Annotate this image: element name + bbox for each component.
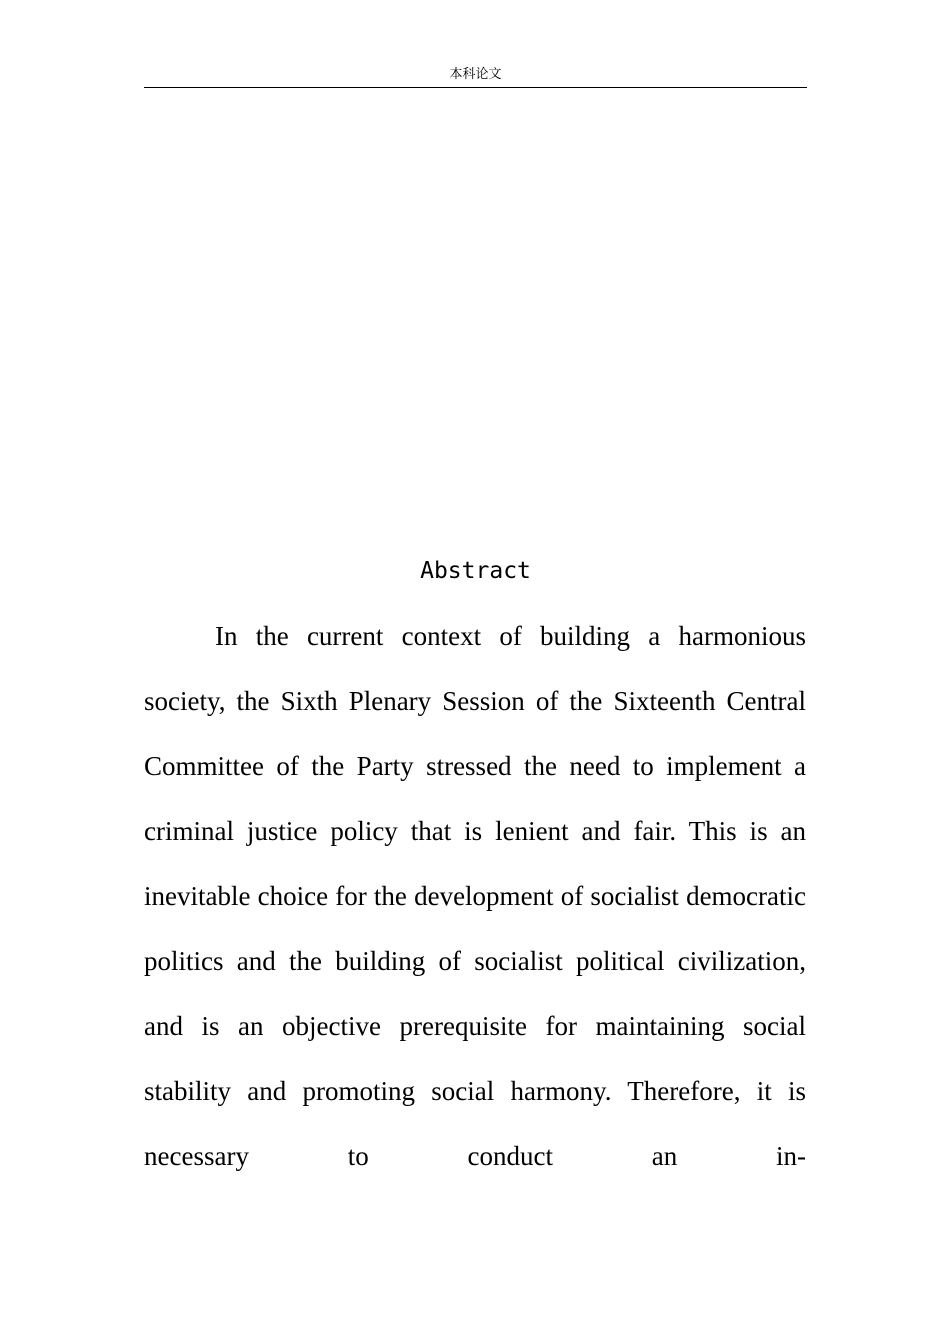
- abstract-title: Abstract: [420, 558, 531, 584]
- running-header-title: 本科论文: [449, 67, 502, 82]
- running-header: [144, 64, 807, 88]
- abstract-body: In the current context of building a harmonious society, the Sixth Plenary Session of the Sixteenth Central Committee of the Party stressed the need to implement a criminal justice policy that is lenient and fair. This is an inevitable choice for the development of socialist democratic politics and the building of socialist political civilization, and is an objective prerequisite for maintaining social stability and promoting social harmony. Therefore, it is necessary to conduct an in-: [144, 621, 806, 1171]
